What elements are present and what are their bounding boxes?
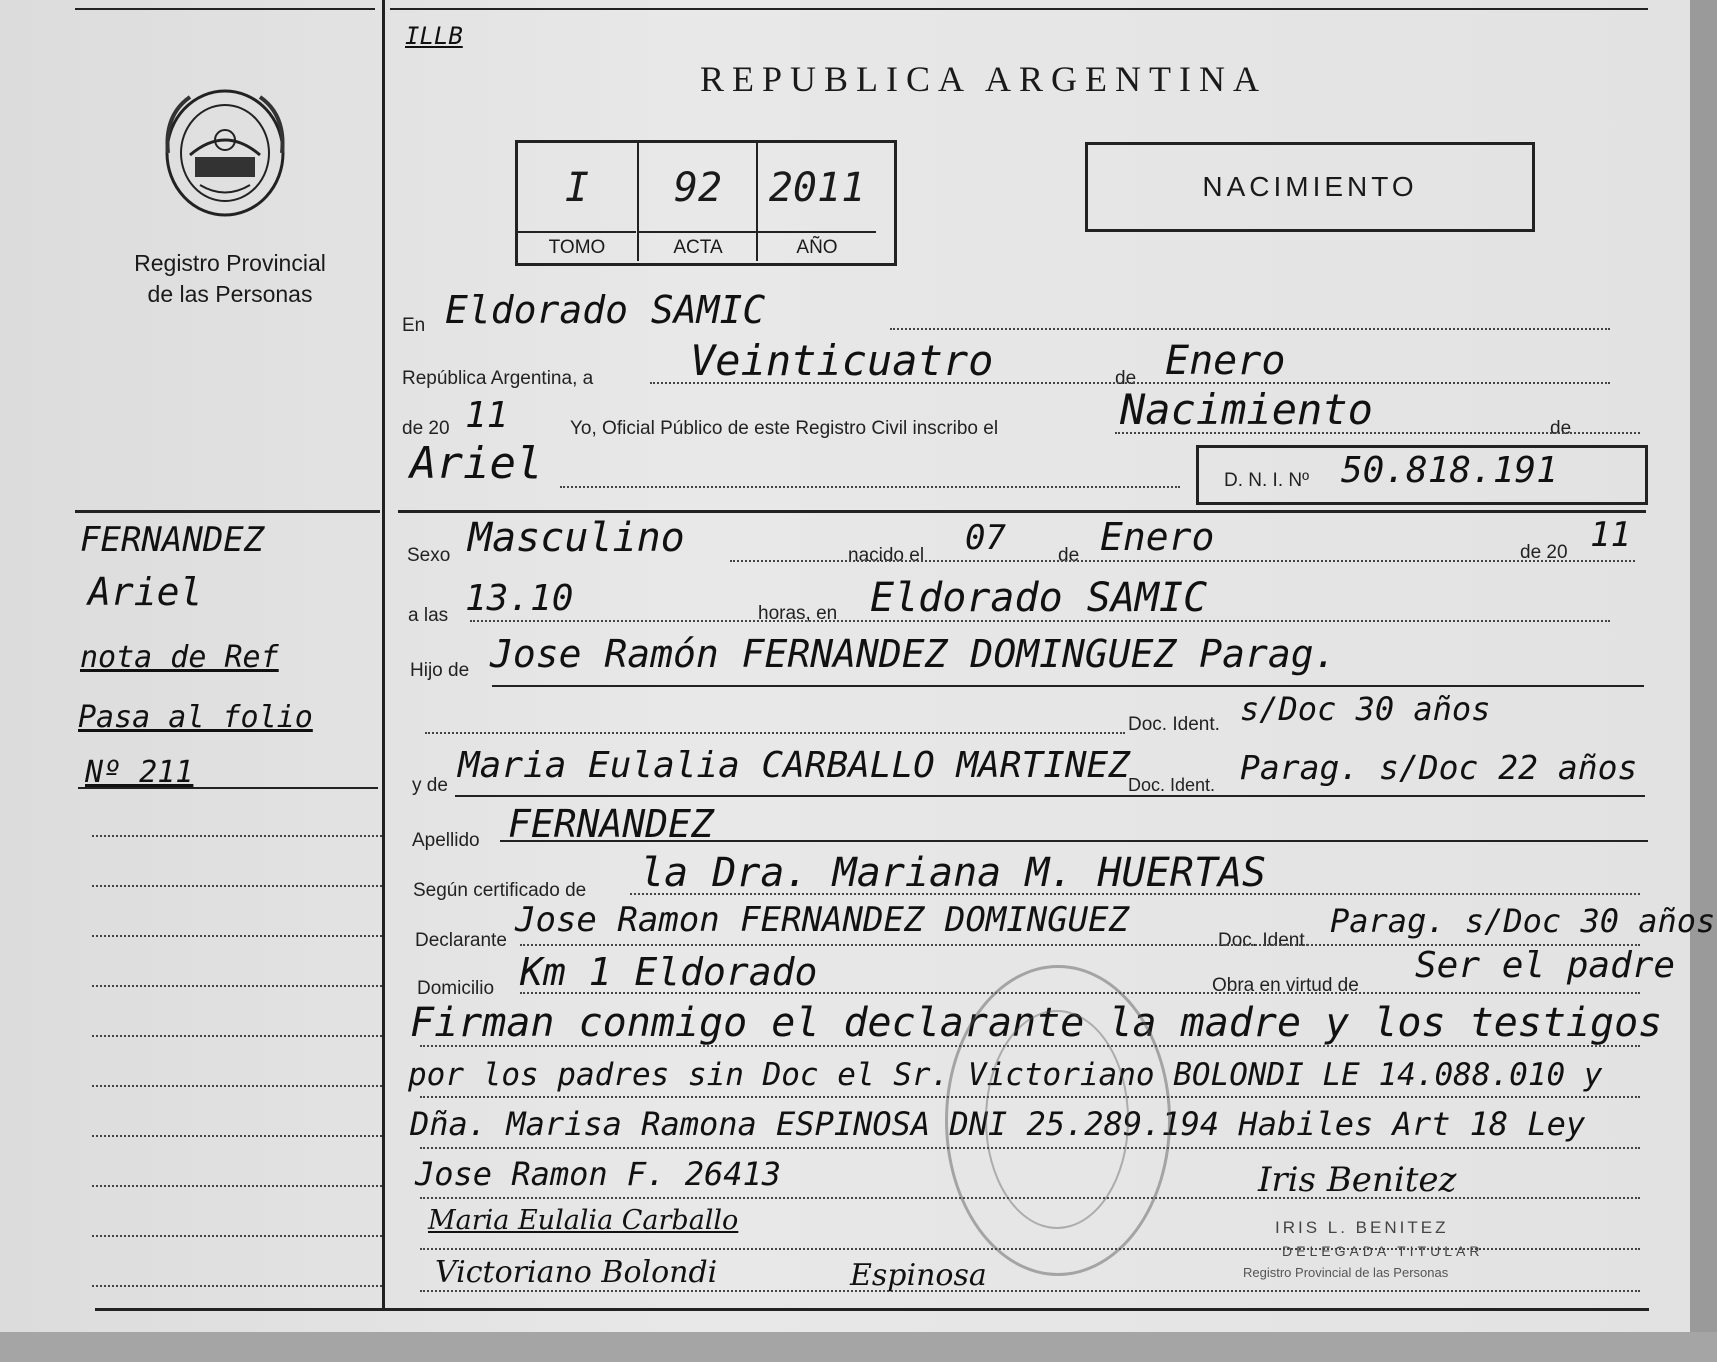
margin-dots bbox=[92, 935, 382, 937]
margin-dots bbox=[92, 985, 382, 987]
alas-label: a las bbox=[408, 605, 449, 626]
dni-label: D. N. I. Nº bbox=[1224, 470, 1310, 491]
acta-value: 92 bbox=[673, 165, 723, 211]
en-label: En bbox=[402, 315, 426, 336]
margin-given-name: Ariel bbox=[88, 570, 203, 614]
year-suffix: 11 bbox=[465, 395, 509, 436]
observations-line-3: Dña. Marisa Ramona ESPINOSA DNI 25.289.194 Habiles Art 18 Ley bbox=[410, 1105, 1586, 1143]
yde-label: y de bbox=[412, 775, 448, 796]
certificado-value: la Dra. Mariana M. HUERTAS bbox=[640, 850, 1267, 896]
obra-label: Obra en virtud de bbox=[1212, 975, 1359, 996]
margin-dots bbox=[92, 1235, 382, 1237]
witness-signature-1: Victoriano Bolondi bbox=[435, 1255, 718, 1290]
margin-dots bbox=[92, 1035, 382, 1037]
obra-value: Ser el padre bbox=[1415, 945, 1676, 986]
mother-name: Maria Eulalia CARBALLO MARTINEZ bbox=[458, 745, 1130, 786]
officer-title: DELEGADA TITULAR bbox=[1282, 1243, 1484, 1259]
domicilio-label: Domicilio bbox=[417, 978, 495, 999]
margin-dots bbox=[92, 835, 382, 837]
apellido-value: FERNANDEZ bbox=[508, 802, 714, 846]
margin-surname: FERNANDEZ bbox=[80, 520, 265, 560]
father-doc-label: Doc. Ident. bbox=[1128, 714, 1220, 735]
top-rule-left bbox=[75, 8, 375, 10]
year-prefix-label-2: de 20 bbox=[1520, 542, 1568, 563]
en-dots bbox=[890, 328, 1610, 330]
margin-dots bbox=[92, 1185, 382, 1187]
apellido-rule bbox=[500, 840, 1648, 842]
acto-value: Nacimiento bbox=[1120, 385, 1373, 434]
nacido-label: nacido el bbox=[848, 545, 925, 566]
ano-value: 2011 bbox=[768, 165, 866, 211]
margin-dots bbox=[92, 1135, 382, 1137]
mother-doc-label: Doc. Ident. bbox=[1128, 775, 1216, 795]
registry-number-box bbox=[515, 140, 897, 266]
child-name: Ariel bbox=[410, 438, 543, 489]
tomo-value: I bbox=[564, 165, 590, 211]
birth-year-suffix: 11 bbox=[1590, 515, 1631, 555]
observations-line-4: Jose Ramon F. 26413 bbox=[415, 1155, 782, 1193]
margin-folio-line: Pasa al folio bbox=[78, 700, 313, 735]
birth-place: Eldorado SAMIC bbox=[870, 575, 1208, 621]
declarante-value: Jose Ramon FERNANDEZ DOMINGUEZ bbox=[515, 900, 1130, 940]
witness-signature-2: Espinosa bbox=[850, 1258, 987, 1293]
name-dots bbox=[560, 486, 1180, 488]
father-extra-dots bbox=[425, 732, 1125, 734]
ano-label: AÑO bbox=[758, 231, 876, 263]
certificate-type: NACIMIENTO bbox=[1085, 142, 1535, 232]
sexo-value: Masculino bbox=[468, 515, 685, 561]
acto-dots bbox=[1115, 432, 1640, 434]
tomo-label: TOMO bbox=[518, 231, 636, 263]
registry-office-name bbox=[85, 248, 375, 310]
officer-signature: Iris Benitez bbox=[1258, 1160, 1457, 1200]
margin-note-line: nota de Ref bbox=[80, 640, 279, 675]
sexo-dots bbox=[730, 560, 1635, 562]
acta-label: ACTA bbox=[639, 231, 757, 263]
mother-signature: Maria Eulalia Carballo bbox=[428, 1205, 739, 1236]
mother-rule bbox=[455, 795, 1645, 797]
top-rule-right bbox=[390, 8, 1648, 10]
certificado-dots bbox=[630, 893, 1640, 895]
horas-en-label: horas, en bbox=[758, 603, 838, 624]
day-written: Veinticuatro bbox=[690, 336, 994, 385]
sexo-label: Sexo bbox=[407, 545, 451, 566]
republica-dots bbox=[650, 382, 1610, 384]
form-header-rule bbox=[398, 510, 1646, 513]
margin-folio-number: Nº 211 bbox=[85, 755, 194, 790]
tomo-cell bbox=[518, 143, 636, 261]
hijo-label: Hijo de bbox=[410, 660, 470, 681]
father-rule bbox=[492, 685, 1644, 687]
alas-dots bbox=[470, 620, 1610, 622]
certificado-label: Según certificado de bbox=[413, 880, 587, 901]
official-seal-inner-ring bbox=[985, 1010, 1129, 1229]
de-label: de bbox=[1115, 368, 1137, 389]
dni-value: 50.818.191 bbox=[1341, 450, 1558, 491]
year-prefix-label: de 20 bbox=[402, 418, 450, 439]
observations-line-2: por los padres sin Doc el Sr. Victoriano BOLONDI LE 14.088.010 y bbox=[408, 1057, 1603, 1093]
father-name: Jose Ramón FERNANDEZ DOMINGUEZ Parag. bbox=[490, 632, 1337, 676]
obs-dots bbox=[420, 1290, 1640, 1292]
observations-line-1: Firman conmigo el declarante la madre y los testigos bbox=[410, 1000, 1663, 1046]
birth-time: 13.10 bbox=[465, 578, 574, 619]
birth-month: Enero bbox=[1100, 515, 1215, 559]
margin-dots bbox=[92, 1285, 382, 1287]
acta-cell bbox=[637, 143, 757, 261]
month-written: Enero bbox=[1165, 338, 1286, 384]
officer-name: IRIS L. BENITEZ bbox=[1275, 1218, 1449, 1237]
page-edge-bottom bbox=[0, 1332, 1717, 1362]
declarante-doc-label: Doc. Ident. bbox=[1218, 930, 1310, 951]
apellido-label: Apellido bbox=[412, 830, 480, 851]
declarante-label: Declarante bbox=[415, 930, 507, 951]
provincial-coat-of-arms-icon bbox=[160, 85, 290, 220]
page-edge-right bbox=[1690, 0, 1717, 1362]
page-title: REPUBLICA ARGENTINA bbox=[700, 59, 1268, 99]
dni-box bbox=[1196, 445, 1648, 505]
domicilio-value: Km 1 Eldorado bbox=[520, 950, 818, 994]
en-value: Eldorado SAMIC bbox=[445, 288, 766, 332]
org-line-2: de las Personas bbox=[147, 281, 313, 307]
de-label-3: de bbox=[1058, 545, 1080, 566]
bottom-rule bbox=[95, 1308, 1649, 1311]
mother-doc-value: Parag. s/Doc 22 años bbox=[1240, 748, 1638, 787]
de-label-2: de bbox=[1550, 418, 1572, 439]
officer-department: Registro Provincial de las Personas bbox=[1243, 1265, 1449, 1280]
margin-dots bbox=[92, 1085, 382, 1087]
column-divider bbox=[382, 0, 385, 1310]
org-line-1: Registro Provincial bbox=[134, 250, 326, 276]
corner-mark: ILLB bbox=[405, 22, 463, 50]
inscribo-label: Yo, Oficial Público de este Registro Civil inscribo el bbox=[570, 418, 999, 439]
birth-day: 07 bbox=[965, 518, 1006, 558]
declarante-doc-value: Parag. s/Doc 30 años bbox=[1330, 902, 1716, 940]
republica-label: República Argentina, a bbox=[402, 368, 594, 389]
margin-dots bbox=[92, 885, 382, 887]
margin-header-rule bbox=[75, 510, 380, 513]
margin-rule bbox=[78, 787, 378, 789]
ano-cell bbox=[756, 143, 876, 261]
father-doc-value: s/Doc 30 años bbox=[1240, 690, 1491, 728]
